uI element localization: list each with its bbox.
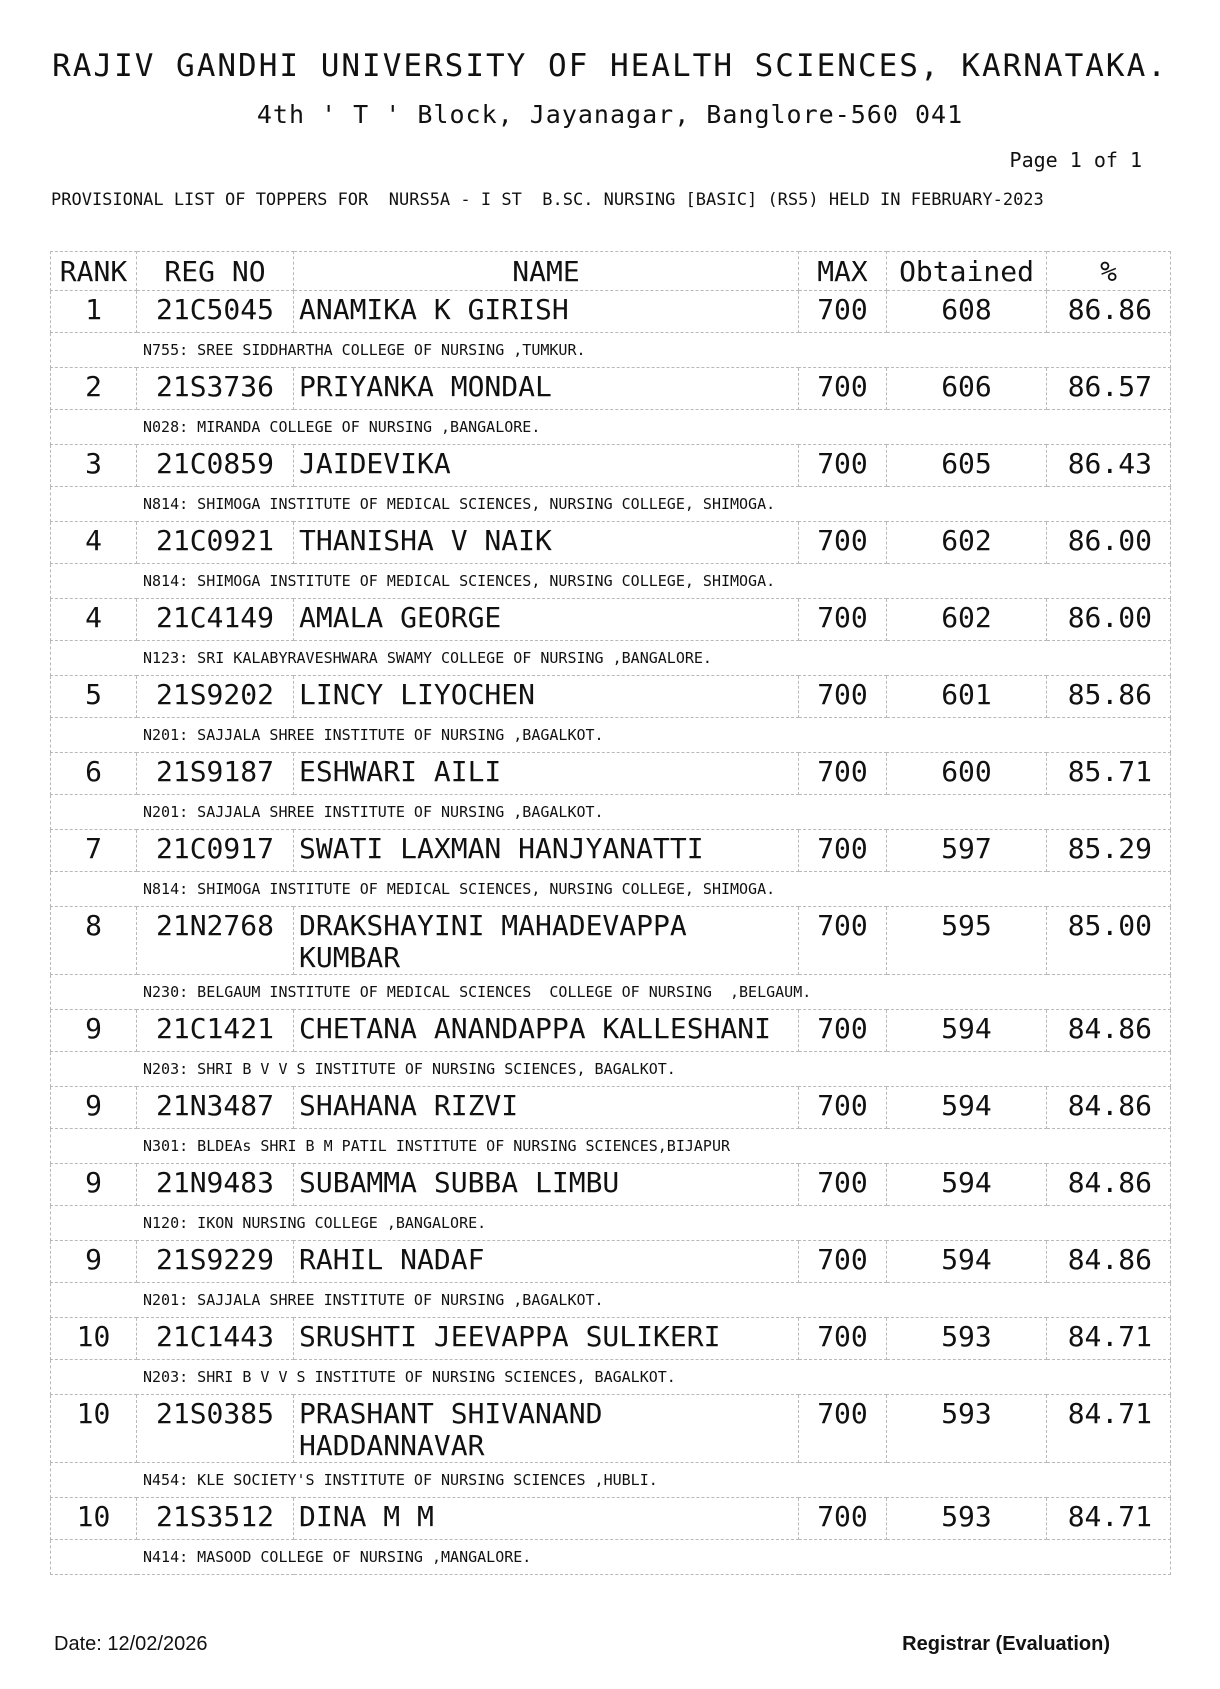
col-header-rank: RANK	[51, 252, 137, 291]
college-name: N203: SHRI B V V S INSTITUTE OF NURSING SCIENCES, BAGALKOT.	[51, 1052, 1171, 1087]
col-header-percent: %	[1047, 252, 1171, 291]
reg-no-cell: 21S9229	[137, 1241, 294, 1283]
reg-no-cell: 21C5045	[137, 291, 294, 333]
reg-no-cell: 21N3487	[137, 1087, 294, 1129]
table-row	[51, 599, 1171, 641]
max-cell: 700	[799, 676, 887, 718]
reg-no-cell: 21S3512	[137, 1498, 294, 1540]
obtained-cell: 601	[887, 676, 1047, 718]
college-name: N028: MIRANDA COLLEGE OF NURSING ,BANGALORE.	[51, 410, 1171, 445]
table-header-row	[51, 252, 1171, 291]
reg-no-cell: 21N2768	[137, 907, 294, 975]
college-row	[51, 1052, 1171, 1087]
table-row	[51, 1395, 1171, 1463]
percent-cell: 84.71	[1047, 1498, 1171, 1540]
rank-cell: 7	[51, 830, 137, 872]
name-cell: ESHWARI AILI	[294, 753, 799, 795]
percent-cell: 86.00	[1047, 522, 1171, 564]
reg-no-cell: 21S3736	[137, 368, 294, 410]
rank-cell: 9	[51, 1087, 137, 1129]
max-cell: 700	[799, 753, 887, 795]
footer-date: Date: 12/02/2026	[54, 1633, 208, 1655]
obtained-cell: 593	[887, 1498, 1047, 1540]
obtained-cell: 605	[887, 445, 1047, 487]
college-name: N201: SAJJALA SHREE INSTITUTE OF NURSING ,BAGALKOT.	[51, 718, 1171, 753]
table-row	[51, 830, 1171, 872]
percent-cell: 84.86	[1047, 1164, 1171, 1206]
college-row	[51, 795, 1171, 830]
percent-cell: 84.86	[1047, 1087, 1171, 1129]
table-row	[51, 1318, 1171, 1360]
college-name: N301: BLDEAs SHRI B M PATIL INSTITUTE OF NURSING SCIENCES,BIJAPUR	[51, 1129, 1171, 1164]
college-name: N203: SHRI B V V S INSTITUTE OF NURSING SCIENCES, BAGALKOT.	[51, 1360, 1171, 1395]
rank-cell: 5	[51, 676, 137, 718]
college-row	[51, 487, 1171, 522]
percent-cell: 85.29	[1047, 830, 1171, 872]
percent-cell: 84.71	[1047, 1395, 1171, 1463]
name-cell: JAIDEVIKA	[294, 445, 799, 487]
college-name: N755: SREE SIDDHARTHA COLLEGE OF NURSING ,TUMKUR.	[51, 333, 1171, 368]
percent-cell: 86.86	[1047, 291, 1171, 333]
obtained-cell: 594	[887, 1087, 1047, 1129]
obtained-cell: 594	[887, 1241, 1047, 1283]
rank-cell: 1	[51, 291, 137, 333]
college-row	[51, 410, 1171, 445]
rank-cell: 9	[51, 1241, 137, 1283]
university-address: 4th ' T ' Block, Jayanagar, Banglore-560 041	[256, 100, 964, 129]
col-header-obtained: Obtained	[887, 252, 1047, 291]
college-row	[51, 975, 1171, 1010]
name-cell: DRAKSHAYINI MAHADEVAPPA KUMBAR	[294, 907, 799, 975]
college-row	[51, 1283, 1171, 1318]
obtained-cell: 600	[887, 753, 1047, 795]
reg-no-cell: 21C1443	[137, 1318, 294, 1360]
rank-cell: 2	[51, 368, 137, 410]
obtained-cell: 593	[887, 1395, 1047, 1463]
table-row	[51, 522, 1171, 564]
name-cell: DINA M M	[294, 1498, 799, 1540]
percent-cell: 85.86	[1047, 676, 1171, 718]
college-row	[51, 641, 1171, 676]
table-row	[51, 753, 1171, 795]
max-cell: 700	[799, 1395, 887, 1463]
obtained-cell: 606	[887, 368, 1047, 410]
reg-no-cell: 21S9202	[137, 676, 294, 718]
name-cell: ANAMIKA K GIRISH	[294, 291, 799, 333]
obtained-cell: 602	[887, 599, 1047, 641]
table-row	[51, 1241, 1171, 1283]
col-header-reg-no: REG NO	[137, 252, 294, 291]
reg-no-cell: 21N9483	[137, 1164, 294, 1206]
reg-no-cell: 21S0385	[137, 1395, 294, 1463]
rank-cell: 8	[51, 907, 137, 975]
table-row	[51, 1010, 1171, 1052]
col-header-name: NAME	[294, 252, 799, 291]
obtained-cell: 597	[887, 830, 1047, 872]
max-cell: 700	[799, 522, 887, 564]
max-cell: 700	[799, 1318, 887, 1360]
max-cell: 700	[799, 907, 887, 975]
rank-cell: 4	[51, 522, 137, 564]
percent-cell: 84.71	[1047, 1318, 1171, 1360]
percent-cell: 84.86	[1047, 1241, 1171, 1283]
rank-cell: 9	[51, 1164, 137, 1206]
obtained-cell: 595	[887, 907, 1047, 975]
college-row	[51, 1463, 1171, 1498]
name-cell: SHAHANA RIZVI	[294, 1087, 799, 1129]
max-cell: 700	[799, 1010, 887, 1052]
percent-cell: 86.00	[1047, 599, 1171, 641]
college-name: N230: BELGAUM INSTITUTE OF MEDICAL SCIENCES COLLEGE OF NURSING ,BELGAUM.	[51, 975, 1171, 1010]
table-row	[51, 1498, 1171, 1540]
table-row	[51, 368, 1171, 410]
obtained-cell: 602	[887, 522, 1047, 564]
percent-cell: 84.86	[1047, 1010, 1171, 1052]
max-cell: 700	[799, 1087, 887, 1129]
college-name: N814: SHIMOGA INSTITUTE OF MEDICAL SCIENCES, NURSING COLLEGE, SHIMOGA.	[51, 487, 1171, 522]
footer-signatory: Registrar (Evaluation)	[902, 1633, 1110, 1655]
table-row	[51, 1087, 1171, 1129]
max-cell: 700	[799, 1164, 887, 1206]
rank-cell: 10	[51, 1395, 137, 1463]
college-name: N120: IKON NURSING COLLEGE ,BANGALORE.	[51, 1206, 1171, 1241]
college-row	[51, 333, 1171, 368]
table-row	[51, 445, 1171, 487]
percent-cell: 85.00	[1047, 907, 1171, 975]
table-row	[51, 676, 1171, 718]
page-number: Page 1 of 1	[1009, 148, 1142, 172]
max-cell: 700	[799, 599, 887, 641]
name-cell: CHETANA ANANDAPPA KALLESHANI	[294, 1010, 799, 1052]
college-name: N201: SAJJALA SHREE INSTITUTE OF NURSING ,BAGALKOT.	[51, 795, 1171, 830]
college-name: N814: SHIMOGA INSTITUTE OF MEDICAL SCIENCES, NURSING COLLEGE, SHIMOGA.	[51, 872, 1171, 907]
table-row	[51, 1164, 1171, 1206]
university-title: RAJIV GANDHI UNIVERSITY OF HEALTH SCIENCES, KARNATAKA.	[52, 48, 1168, 84]
reg-no-cell: 21S9187	[137, 753, 294, 795]
reg-no-cell: 21C1421	[137, 1010, 294, 1052]
col-header-max: MAX	[799, 252, 887, 291]
percent-cell: 86.43	[1047, 445, 1171, 487]
rank-cell: 10	[51, 1318, 137, 1360]
reg-no-cell: 21C0859	[137, 445, 294, 487]
college-row	[51, 1360, 1171, 1395]
college-name: N123: SRI KALABYRAVESHWARA SWAMY COLLEGE OF NURSING ,BANGALORE.	[51, 641, 1171, 676]
college-name: N201: SAJJALA SHREE INSTITUTE OF NURSING ,BAGALKOT.	[51, 1283, 1171, 1318]
name-cell: SWATI LAXMAN HANJYANATTI	[294, 830, 799, 872]
name-cell: PRASHANT SHIVANAND HADDANNAVAR	[294, 1395, 799, 1463]
rank-cell: 4	[51, 599, 137, 641]
max-cell: 700	[799, 291, 887, 333]
max-cell: 700	[799, 368, 887, 410]
name-cell: SRUSHTI JEEVAPPA SULIKERI	[294, 1318, 799, 1360]
rank-cell: 10	[51, 1498, 137, 1540]
college-name: N814: SHIMOGA INSTITUTE OF MEDICAL SCIENCES, NURSING COLLEGE, SHIMOGA.	[51, 564, 1171, 599]
name-cell: THANISHA V NAIK	[294, 522, 799, 564]
college-row	[51, 564, 1171, 599]
rank-cell: 3	[51, 445, 137, 487]
obtained-cell: 608	[887, 291, 1047, 333]
toppers-table	[50, 251, 1171, 1575]
table-row	[51, 291, 1171, 333]
obtained-cell: 593	[887, 1318, 1047, 1360]
table-body	[51, 291, 1171, 1575]
college-row	[51, 718, 1171, 753]
college-row	[51, 1206, 1171, 1241]
percent-cell: 85.71	[1047, 753, 1171, 795]
name-cell: SUBAMMA SUBBA LIMBU	[294, 1164, 799, 1206]
name-cell: LINCY LIYOCHEN	[294, 676, 799, 718]
reg-no-cell: 21C0917	[137, 830, 294, 872]
name-cell: RAHIL NADAF	[294, 1241, 799, 1283]
max-cell: 700	[799, 445, 887, 487]
reg-no-cell: 21C4149	[137, 599, 294, 641]
college-row	[51, 1129, 1171, 1164]
obtained-cell: 594	[887, 1164, 1047, 1206]
name-cell: PRIYANKA MONDAL	[294, 368, 799, 410]
max-cell: 700	[799, 1241, 887, 1283]
reg-no-cell: 21C0921	[137, 522, 294, 564]
table-row	[51, 907, 1171, 975]
rank-cell: 9	[51, 1010, 137, 1052]
college-name: N454: KLE SOCIETY'S INSTITUTE OF NURSING SCIENCES ,HUBLI.	[51, 1463, 1171, 1498]
rank-cell: 6	[51, 753, 137, 795]
college-row	[51, 1540, 1171, 1575]
college-row	[51, 872, 1171, 907]
percent-cell: 86.57	[1047, 368, 1171, 410]
list-subtitle: PROVISIONAL LIST OF TOPPERS FOR NURS5A - I ST B.SC. NURSING [BASIC] (RS5) HELD IN FEBRUARY-2023	[51, 190, 1044, 210]
name-cell: AMALA GEORGE	[294, 599, 799, 641]
max-cell: 700	[799, 830, 887, 872]
obtained-cell: 594	[887, 1010, 1047, 1052]
college-name: N414: MASOOD COLLEGE OF NURSING ,MANGALORE.	[51, 1540, 1171, 1575]
max-cell: 700	[799, 1498, 887, 1540]
